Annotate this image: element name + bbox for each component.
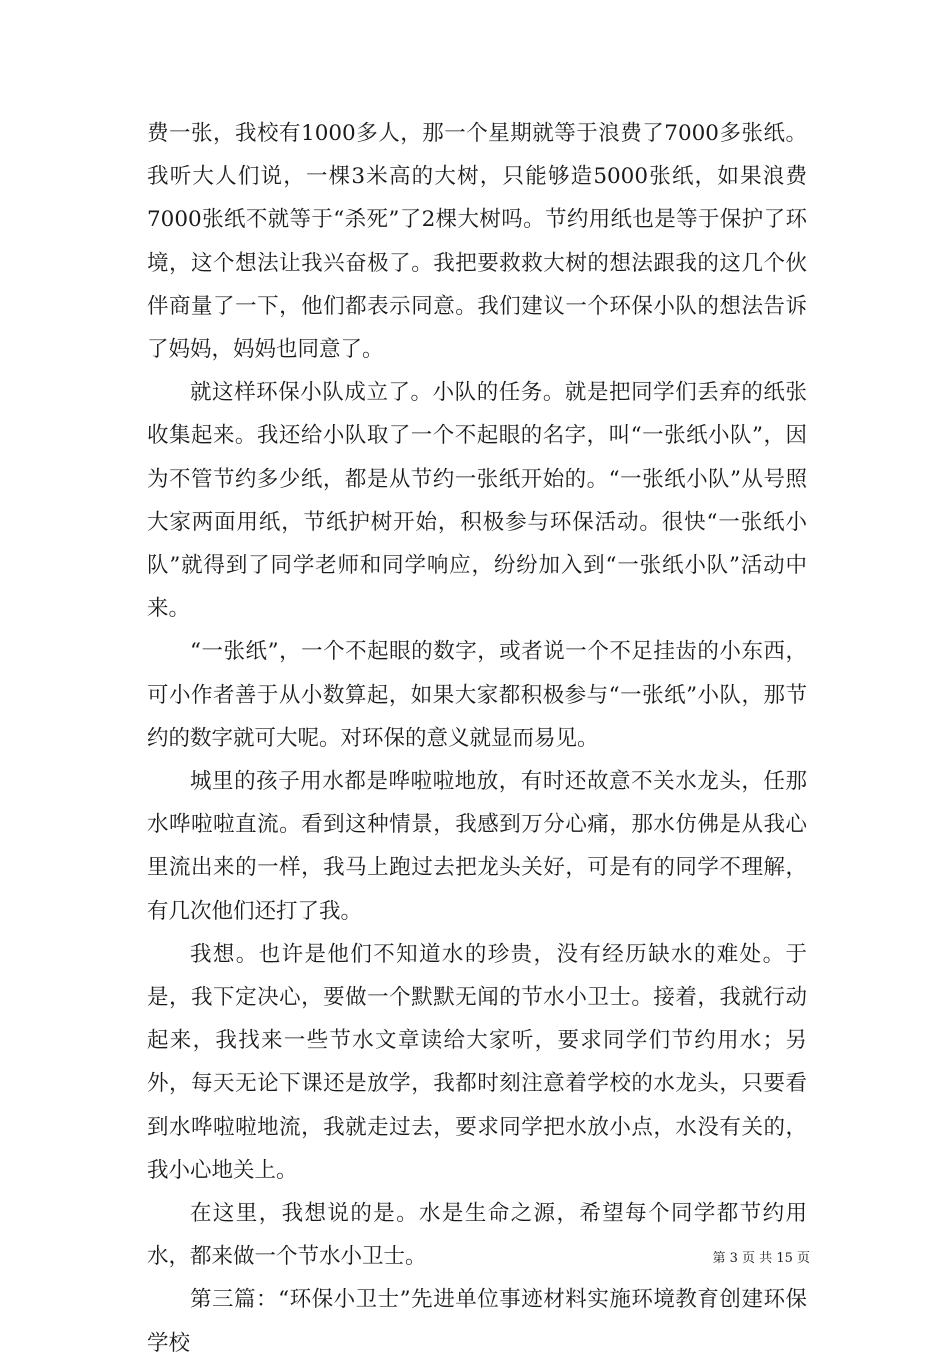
paragraph-2: 就这样环保小队成立了。小队的任务。就是把同学们丢弃的纸张收集起来。我还给小队取了一个不起眼的名字，叫“一张纸小队”，因为不管节约多少纸，都是从节约一张纸开始的。“一张纸小队”从号照大家两面用纸，节纸护树开始，积极参与环保活动。很快“一张纸小队”就得到了同学老师和同学响应，纷纷加入到“一张纸小队”活动中来。: [147, 380, 807, 622]
section-heading-paragraph: 第三篇：“环保小卫士”先进单位事迹材料实施环境教育创建环保学校: [147, 1287, 807, 1356]
paragraph-1: 费一张，我校有1000多人，那一个星期就等于浪费了7000多张纸。我听大人们说，一棵3米高的大树，只能够造5000张纸，如果浪费7000张纸不就等于“杀死”了2棵大树吗。节约用纸也是等于保护了环境，这个想法让我兴奋极了。我把要救救大树的想法跟我的这几个伙伴商量了一下，他们都表示同意。我们建议一个环保小队的想法告诉了妈妈，妈妈也同意了。: [147, 121, 807, 363]
document-body: [147, 112, 807, 1365]
paragraph-3: “一张纸”，一个不起眼的数字，或者说一个不足挂齿的小东西，可小作者善于从小数算起，如果大家都积极参与“一张纸”小队，那节约的数字就可大呢。对环保的意义就显而易见。: [147, 639, 807, 751]
paragraph-6: 在这里，我想说的是。水是生命之源，希望每个同学都节约用水，都来做一个节水小卫士。: [147, 1201, 807, 1270]
page-number-footer: 第 3 页 共 15 页: [712, 1251, 810, 1266]
paragraph-5: 我想。也许是他们不知道水的珍贵，没有经历缺水的难处。于是，我下定决心，要做一个默默无闻的节水小卫士。接着，我就行动起来，我找来一些节水文章读给大家听，要求同学们节约用水；另外，每天无论下课还是放学，我都时刻注意着学校的水龙头，只要看到水哗啦啦地流，我就走过去，要求同学把水放小点，水没有关的，我小心地关上。: [147, 941, 807, 1183]
paragraph-4: 城里的孩子用水都是哗啦啦地放，有时还故意不关水龙头，任那水哗啦啦直流。看到这种情景，我感到万分心痛，那水仿佛是从我心里流出来的一样，我马上跑过去把龙头关好，可是有的同学不理解，有几次他们还打了我。: [147, 769, 807, 924]
